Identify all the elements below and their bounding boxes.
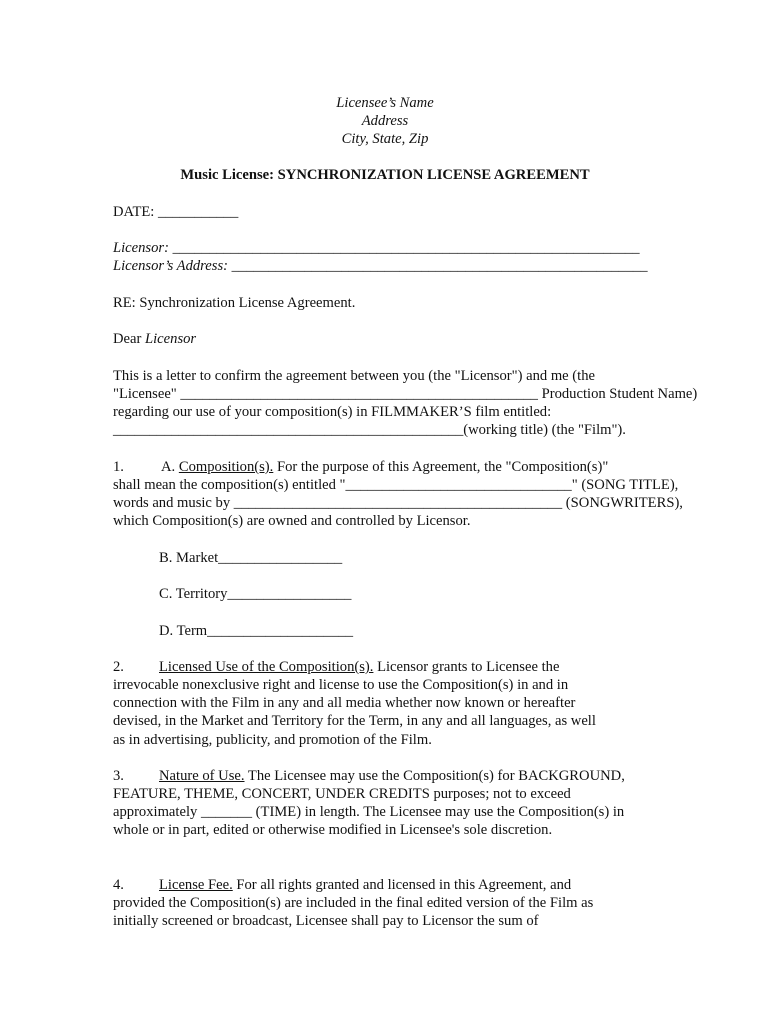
section-1-market: B. Market_________________ bbox=[159, 550, 343, 566]
section-4-line-1-rest: For all rights granted and licensed in this Agreement, and bbox=[232, 877, 572, 893]
section-4-number: 4. bbox=[113, 877, 124, 893]
licensor-line bbox=[113, 239, 640, 257]
section-1-number: 1. bbox=[113, 459, 124, 475]
section-2-heading: Licensed Use of the Composition(s). bbox=[159, 659, 374, 675]
date-label: DATE: bbox=[113, 204, 155, 220]
licensor-address-label: Licensor’s Address: bbox=[113, 258, 229, 274]
licensor-address-line bbox=[113, 257, 648, 275]
intro-line-4: ________________________________________________(working title) (the "Film"). bbox=[113, 422, 626, 438]
section-2-line-1-rest: Licensor grants to Licensee the bbox=[373, 659, 560, 675]
intro-line-3: regarding our use of your composition(s) in FILMMAKER’S film entitled: bbox=[113, 404, 552, 420]
licensor-blank: ________________________________________________________________ bbox=[168, 240, 640, 256]
intro-line-1: This is a letter to confirm the agreement between you (the "Licensor") and me (the bbox=[113, 368, 595, 384]
section-1-first-line bbox=[161, 458, 608, 476]
section-3-line-1-rest: The Licensee may use the Composition(s) for BACKGROUND, bbox=[244, 768, 625, 784]
section-3-first-line bbox=[159, 767, 625, 785]
licensee-city-state-zip: City, State, Zip bbox=[341, 131, 429, 147]
section-1-heading: Composition(s). bbox=[178, 459, 274, 475]
section-3-line-3: approximately _______ (TIME) in length. The Licensee may use the Composition(s) in bbox=[113, 804, 625, 820]
section-1-term: D. Term____________________ bbox=[159, 623, 354, 639]
date-line bbox=[113, 203, 238, 221]
licensee-name: Licensee’s Name bbox=[336, 95, 434, 111]
section-1-territory: C. Territory_________________ bbox=[159, 586, 352, 602]
licensor-address-blank: _________________________________________________________ bbox=[228, 258, 648, 274]
section-4-line-3: initially screened or broadcast, Licensee shall pay to Licensor the sum of bbox=[113, 913, 539, 929]
section-4-heading: License Fee. bbox=[159, 877, 233, 893]
licensee-address: Address bbox=[361, 113, 409, 129]
section-2-line-5: as in advertising, publicity, and promotion of the Film. bbox=[113, 732, 432, 748]
intro-line-2: "Licensee" _________________________________________________ Production Student Name) bbox=[113, 386, 698, 402]
section-3-number: 3. bbox=[113, 768, 124, 784]
section-2-number: 2. bbox=[113, 659, 124, 675]
date-blank: ___________ bbox=[158, 204, 239, 220]
section-3-line-4: whole or in part, edited or otherwise modified in Licensee's sole discretion. bbox=[113, 822, 553, 838]
section-1-line-2: shall mean the composition(s) entitled "_______________________________" (SONG TITLE), bbox=[113, 477, 679, 493]
section-1-line-3: words and music by _____________________________________________ (SONGWRITERS), bbox=[113, 495, 683, 511]
document-title: Music License: SYNCHRONIZATION LICENSE AGREEMENT bbox=[180, 167, 590, 183]
section-2-line-3: connection with the Film in any and all media whether now known or hereafter bbox=[113, 695, 576, 711]
salutation bbox=[113, 330, 196, 348]
section-4-line-2: provided the Composition(s) are included in the final edited version of the Film as bbox=[113, 895, 594, 911]
licensor-label: Licensor: bbox=[113, 240, 169, 256]
section-3-line-2: FEATURE, THEME, CONCERT, UNDER CREDITS purposes; not to exceed bbox=[113, 786, 571, 802]
section-3-heading: Nature of Use. bbox=[159, 768, 245, 784]
section-1-line-1-rest: For the purpose of this Agreement, the "Composition(s)" bbox=[273, 459, 609, 475]
section-2-line-2: irrevocable nonexclusive right and license to use the Composition(s) in and in bbox=[113, 677, 569, 693]
salutation-name: Licensor bbox=[145, 331, 197, 347]
section-1-line-4: which Composition(s) are owned and controlled by Licensor. bbox=[113, 513, 471, 529]
section-2-line-4: devised, in the Market and Territory for the Term, in any and all languages, as well bbox=[113, 713, 596, 729]
re-line: RE: Synchronization License Agreement. bbox=[113, 295, 356, 311]
section-1-prefix: A. bbox=[161, 459, 179, 475]
salutation-word: Dear bbox=[113, 331, 146, 347]
section-4-first-line bbox=[159, 876, 571, 894]
section-2-first-line bbox=[159, 658, 559, 676]
